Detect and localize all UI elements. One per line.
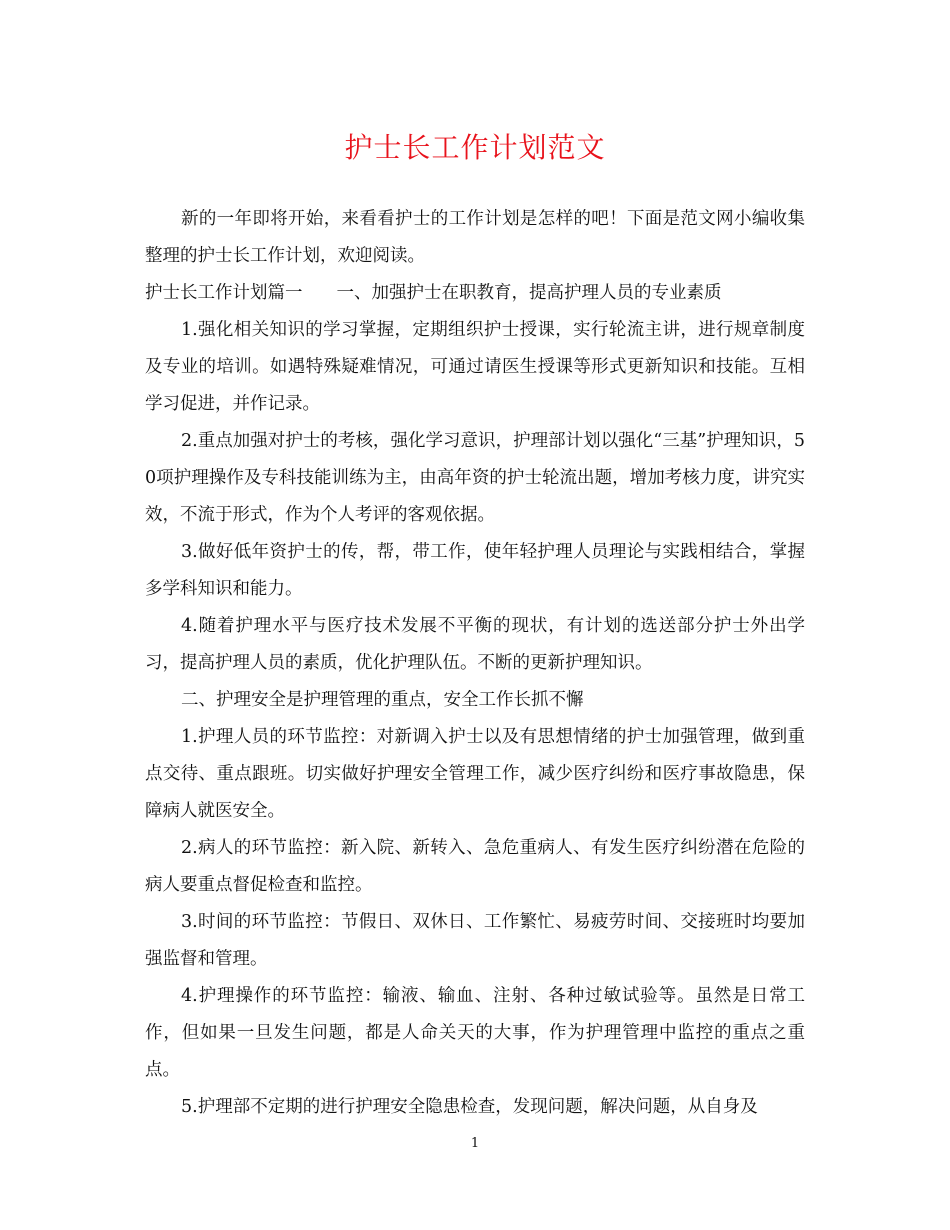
section1-item-2: 2.重点加强对护士的考核，强化学习意识，护理部计划以强化“三基”护理知识，50项护理操作及专科技能训练为主，由高年资的护士轮流出题，增加考核力度，讲究实效，不流于形式，作为个人考评的客观依据。 (145, 431, 805, 525)
page-number: 1 (470, 1136, 480, 1151)
intro-paragraph: 新的一年即将开始，来看看护士的工作计划是怎样的吧！下面是范文网小编收集整理的护士长工作计划，欢迎阅读。 (145, 209, 805, 266)
section1-item-4: 4.随着护理水平与医疗技术发展不平衡的现状，有计划的选送部分护士外出学习，提高护理人员的素质，优化护理队伍。不断的更新护理知识。 (145, 616, 805, 673)
spacer (303, 275, 337, 312)
document-body (145, 201, 805, 1126)
section-label: 护士长工作计划篇一 (145, 283, 303, 303)
section1-item-1: 1.强化相关知识的学习掌握，定期组织护士授课，实行轮流主讲，进行规章制度及专业的培训。如遇特殊疑难情况，可通过请医生授课等形式更新知识和技能。互相学习促进，并作记录。 (145, 320, 805, 414)
section2-item-5: 5.护理部不定期的进行护理安全隐患检查，发现问题，解决问题，从自身及 (181, 1097, 758, 1117)
section-heading-row (145, 275, 805, 312)
document-title: 护士长工作计划范文 (344, 131, 606, 164)
heading-1: 一、加强护士在职教育，提高护理人员的专业素质 (336, 283, 722, 303)
section2-item-1: 1.护理人员的环节监控：对新调入护士以及有思想情绪的护士加强管理，做到重点交待、重点跟班。切实做好护理安全管理工作，减少医疗纠纷和医疗事故隐患，保障病人就医安全。 (145, 727, 805, 821)
heading-2: 二、护理安全是护理管理的重点，安全工作长抓不懈 (181, 690, 584, 710)
section2-item-3: 3.时间的环节监控：节假日、双休日、工作繁忙、易疲劳时间、交接班时均要加强监督和管理。 (145, 912, 805, 969)
section1-item-3: 3.做好低年资护士的传，帮，带工作，使年轻护理人员理论与实践相结合，掌握多学科知识和能力。 (145, 542, 805, 599)
section2-item-2: 2.病人的环节监控：新入院、新转入、急危重病人、有发生医疗纠纷潜在危险的病人要重点督促检查和监控。 (145, 838, 805, 895)
section2-item-4: 4.护理操作的环节监控：输液、输血、注射、各种过敏试验等。虽然是日常工作，但如果一旦发生问题，都是人命关天的大事，作为护理管理中监控的重点之重点。 (145, 986, 805, 1080)
